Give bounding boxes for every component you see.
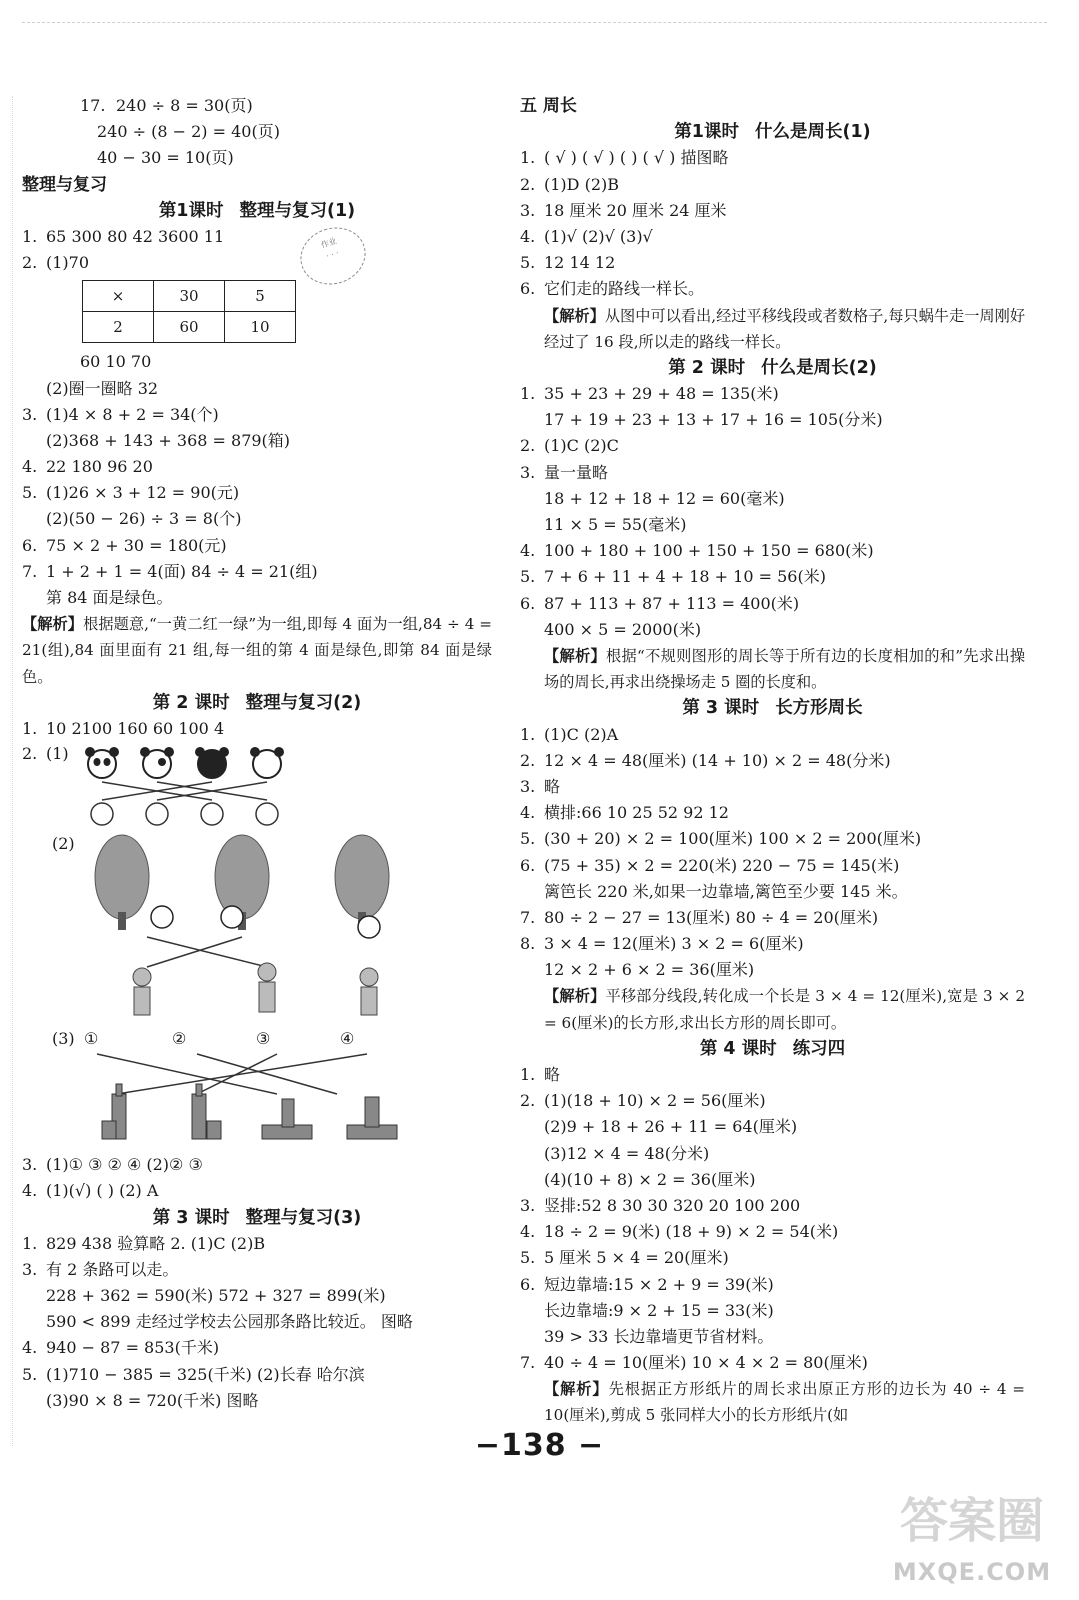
answer-4: 4. 22 180 96 20 [22,457,153,477]
answer-5: 5. 7 + 6 + 11 + 4 + 18 + 10 = 56(米) [520,567,826,587]
lesson-title: 第1课时 什么是周长(1) [674,122,871,143]
matching-figure-3 [22,1027,492,1152]
answer-17-line3: 40 − 30 = 10(页) [97,148,234,168]
answer-1: 1. ( √ ) ( √ ) ( ) ( √ ) 描图略 [520,148,729,168]
watermark-logo [887,1478,1057,1588]
answer-4: 4. 940 − 87 = 853(千米) [22,1338,220,1358]
answer-5: 5. 12 14 12 [520,253,616,273]
answer-8-line2: 12 × 2 + 6 × 2 = 36(厘米) [544,960,755,980]
answer-5: 5. (1)26 × 3 + 12 = 90(元) [22,483,240,503]
panda-icon [140,747,174,778]
answer-6: 6. 87 + 113 + 87 + 113 = 400(米) [520,593,800,613]
answer-1: 1. (1)C (2)A [520,724,619,744]
bottle-icon [102,1084,397,1139]
answer-7: 7. 80 ÷ 2 − 27 = 13(厘米) 80 ÷ 4 = 20(厘米) [520,907,879,927]
answer-5: 5. (1)710 − 385 = 325(千米) (2)长春 哈尔滨 [22,1364,365,1384]
answer-4: 4. (1)(√) ( ) (2) A [22,1181,159,1201]
answer-2: 2. (1)(18 + 10) × 2 = 56(厘米) [520,1091,766,1111]
matching-figure-1 [22,742,492,832]
answer-2-line4: (4)(10 + 8) × 2 = 36(厘米) [544,1169,756,1189]
panda-icon [85,747,119,778]
panda-icon [195,747,229,778]
answer-4: 4. (1)√ (2)√ (3)√ [520,226,653,246]
answer-6-line2: 篱笆长 220 米,如果一边靠墙,篱笆至少要 145 米。 [544,881,908,901]
answer-6: 6. 短边靠墙:15 × 2 + 9 = 39(米) [520,1274,774,1294]
answer-1-line2: 17 + 19 + 23 + 13 + 17 + 16 = 105(分米) [544,410,883,430]
answer-17: 17. 240 ÷ 8 = 30(页) [80,96,253,115]
panda-faces-figure [77,742,377,832]
answer-3-line3: 11 × 5 = 55(毫米) [544,515,687,535]
answer-6-line2: 400 × 5 = 2000(米) [544,619,702,639]
circled-number: ③ [256,1029,271,1049]
page-top-rule [22,22,1047,23]
child-icon [133,963,378,1015]
sub-label: (2) [52,834,75,854]
analysis-note: 【解析】根据题意,“一黄二红一绿”为一组,即每 4 面为一组,84 ÷ 4 = 21(组),84 面里面有 21 组,每一组的第 4 面是绿色,即第 84 面是绿色。 [22,615,492,686]
answer-2-line3: (2)圈一圈略 32 [46,378,159,398]
tree-icon [335,835,389,930]
homework-stamp: 作业 · · · [293,219,373,293]
answer-6: 6. (75 + 35) × 2 = 220(米) 220 − 75 = 145(米) [520,855,900,875]
answer-1: 1. 65 300 80 42 3600 11 [22,226,225,246]
analysis-note: 【解析】根据“不规则图形的周长等于所有边的长度相加的和”先求出操场的周长,再求出绕操场走 5 圈的长度和。 [544,646,1026,692]
answer-8: 8. 3 × 4 = 12(厘米) 3 × 2 = 6(厘米) [520,934,804,954]
answer-5-line2: (2)(50 − 26) ÷ 3 = 8(个) [46,509,242,529]
answer-2: 2. (1)70 [22,253,90,273]
answer-2-line3: (3)12 × 4 = 48(分米) [544,1143,710,1163]
answer-4: 4. 18 ÷ 2 = 9(米) (18 + 9) × 2 = 54(米) [520,1222,839,1242]
panda-icon [250,747,284,778]
answer-1: 1. 10 2100 160 60 100 4 [22,718,225,738]
lesson-title: 第1课时 整理与复习(1) [158,200,356,221]
answer-3-line2: (2)368 + 143 + 368 = 879(箱) [46,430,291,450]
answer-2-line2: (2)9 + 18 + 26 + 11 = 64(厘米) [544,1117,798,1137]
answer-17-line2: 240 ÷ (8 − 2) = 40(页) [97,122,280,142]
answer-5: 5. (30 + 20) × 2 = 100(厘米) 100 × 2 = 200(厘米) [520,829,922,849]
lesson-title: 第 2 课时 整理与复习(2) [152,692,362,713]
answer-6: 6. 它们走的路线一样长。 [520,279,705,299]
sub-label: (1) [46,744,69,764]
right-column [520,93,1025,1429]
bottles-figure [77,1049,437,1149]
analysis-note: 【解析】先根据正方形纸片的周长求出原正方形的边长为 40 ÷ 4 = 10(厘米),剪成 5 张同样大小的长方形纸片(如 [544,1380,1026,1425]
answer-7: 7. 40 ÷ 4 = 10(厘米) 10 × 4 × 2 = 80(厘米) [520,1353,868,1373]
answer-6-line2: 长边靠墙:9 × 2 + 15 = 33(米) [544,1300,774,1320]
left-column [22,93,492,1414]
circled-number: ② [172,1029,187,1049]
analysis-note: 【解析】平移部分线段,转化成一个长是 3 × 4 = 12(厘米),宽是 3 × 2 = 6(厘米)的长方形,求出长方形的周长即可。 [544,987,1026,1032]
matching-lines [102,782,267,800]
answer-3: 3. 略 [520,776,561,796]
answer-6-line3: 39 > 33 长边靠墙更节省材料。 [544,1326,774,1346]
answer-1: 1. 35 + 23 + 29 + 48 = 135(米) [520,384,779,404]
answer-7-line2: 第 84 面是绿色。 [46,588,173,607]
answer-3: 3. 量一量略 [520,462,609,482]
answer-3: 3. (1)① ③ ② ④ (2)② ③ [22,1155,203,1175]
section-title: 五 周长 [520,96,577,116]
circled-number: ④ [340,1029,355,1049]
answer-2-line2: 60 10 70 [80,352,152,372]
section-title: 整理与复习 [22,174,107,195]
tree-icon [95,835,149,930]
answer-2: 2. 12 × 4 = 48(厘米) (14 + 10) × 2 = 48(分米) [520,750,891,770]
answer-5-line2: (3)90 × 8 = 720(千米) 图略 [46,1390,259,1410]
answer-7: 7. 1 + 2 + 1 = 4(面) 84 ÷ 4 = 21(组) [22,561,318,581]
person-face-icon [91,803,278,825]
answer-3: 3. 18 厘米 20 厘米 24 厘米 [520,200,727,220]
multiplication-table: × 30 5 2 60 10 [82,280,296,343]
answer-3: 3. 有 2 条路可以走。 [22,1259,179,1279]
matching-figure-2 [22,832,492,1027]
lesson-title: 第 4 课时 练习四 [699,1038,846,1059]
trees-balls-children-figure [77,832,437,1027]
answer-3-line2: 228 + 362 = 590(米) 572 + 327 = 899(米) [46,1286,386,1306]
answer-3-line2: 18 + 12 + 18 + 12 = 60(毫米) [544,488,785,508]
lesson-title: 第 2 课时 什么是周长(2) [668,357,877,378]
answer-1: 1. 略 [520,1065,561,1085]
page-number: −138 − [474,1428,605,1463]
answer-3: 3. (1)4 × 8 + 2 = 34(个) [22,404,219,424]
left-margin-rule [12,96,13,1446]
answer-3: 3. 竖排:52 8 30 30 320 20 100 200 [520,1195,801,1215]
watermark-url: MXQE.COM [892,1558,1052,1586]
answer-2: 2. (1)D (2)B [520,174,619,194]
sub-label: (3) [52,1029,75,1049]
answer-1: 1. 829 438 验算略 2. (1)C (2)B [22,1233,266,1253]
answer-4: 4. 横排:66 10 25 52 92 12 [520,803,729,823]
answer-3-line3: 590 < 899 走经过学校去公园那条路比较近。 图略 [46,1312,413,1332]
analysis-note: 【解析】从图中可以看出,经过平移线段或者数格子,每只蜗牛走一周刚好经过了 16 段,所以走的路线一样长。 [544,306,1026,351]
answer-5: 5. 5 厘米 5 × 4 = 20(厘米) [520,1248,729,1268]
lesson-title: 第 3 课时 长方形周长 [682,698,863,719]
answer-6: 6. 75 × 2 + 30 = 180(元) [22,535,227,555]
circled-number: ① [84,1029,99,1049]
watermark-logo-text: 答案圈 [899,1493,1044,1549]
matching-lines [97,1054,367,1094]
answer-4: 4. 100 + 180 + 100 + 150 + 150 = 680(米) [520,541,874,561]
lesson-title: 第 3 课时 整理与复习(3) [152,1207,362,1228]
answer-2: 2. (1)C (2)C [520,436,619,456]
matching-lines [147,937,267,967]
answer-number: 2. [22,744,38,764]
